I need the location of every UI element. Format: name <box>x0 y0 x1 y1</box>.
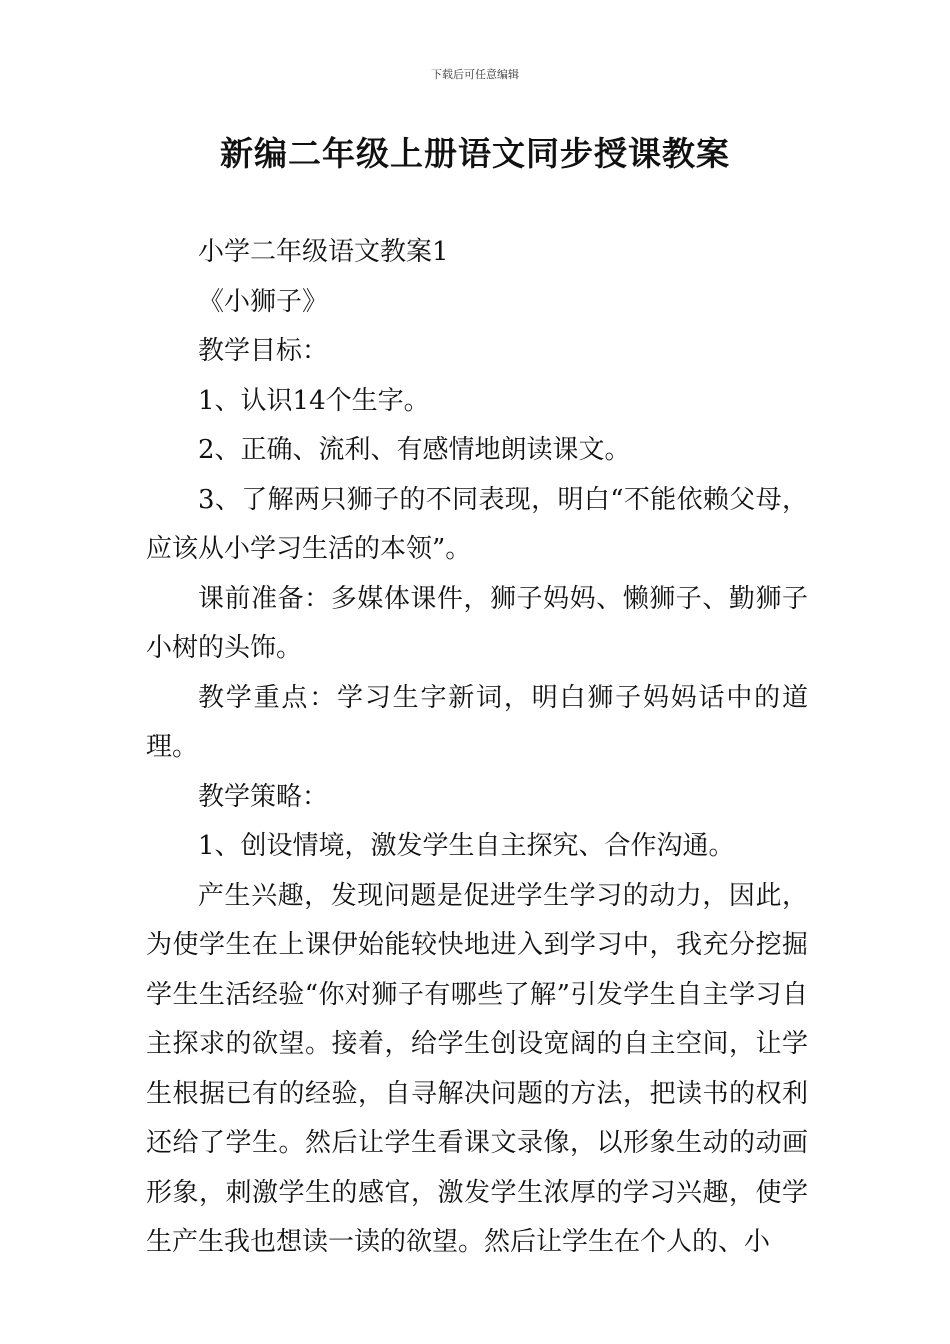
paragraph-goals-heading: 教学目标： <box>198 336 329 366</box>
paragraph-lesson-heading: 小学二年级语文教案1 <box>198 237 449 267</box>
paragraph-lesson-name: 《小狮子》 <box>198 286 329 317</box>
document-body <box>146 228 808 1268</box>
paragraph-goal-2: 2、正确、流利、有感情地朗读课文。 <box>198 435 631 465</box>
paragraph-strategy-heading: 教学策略： <box>198 781 329 812</box>
document-title: 新编二年级上册语文同步授课教案 <box>220 134 730 173</box>
paragraph-key-points: 教学重点：学习生字新词，明白狮子妈妈话中的道理。 <box>146 682 808 762</box>
paragraph-goal-3: 3、了解两只狮子的不同表现，明白“不能依赖父母，应该从小学习生活的本领”。 <box>146 484 808 564</box>
header-note: 下载后可任意编辑 <box>431 68 519 81</box>
paragraph-preparation: 课前准备：多媒体课件，狮子妈妈、懒狮子、勤狮子小树的头饰。 <box>146 583 808 663</box>
paragraph-strategy-detail: 产生兴趣，发现问题是促进学生学习的动力，因此，为使学生在上课伊始能较快地进入到学习中，我充分挖掘学生生活经验“你对狮子有哪些了解”引发学生自主学习自主探求的欲望。接着，给学生创设宽阔的自主空间，让学生根据已有的经验，自寻解决问题的方法，把读书的权利还给了学生。然后让学生看课文录像，以形象生动的动画形象，刺激学生的感官，激发学生浓厚的学习兴趣，使学生产生我也想读一读的欲望。然后让学生在个人的、小 <box>146 880 808 1257</box>
paragraph-goal-1: 1、认识14个生字。 <box>198 385 430 416</box>
paragraph-strategy-1: 1、创设情境，激发学生自主探究、合作沟通。 <box>198 831 735 861</box>
